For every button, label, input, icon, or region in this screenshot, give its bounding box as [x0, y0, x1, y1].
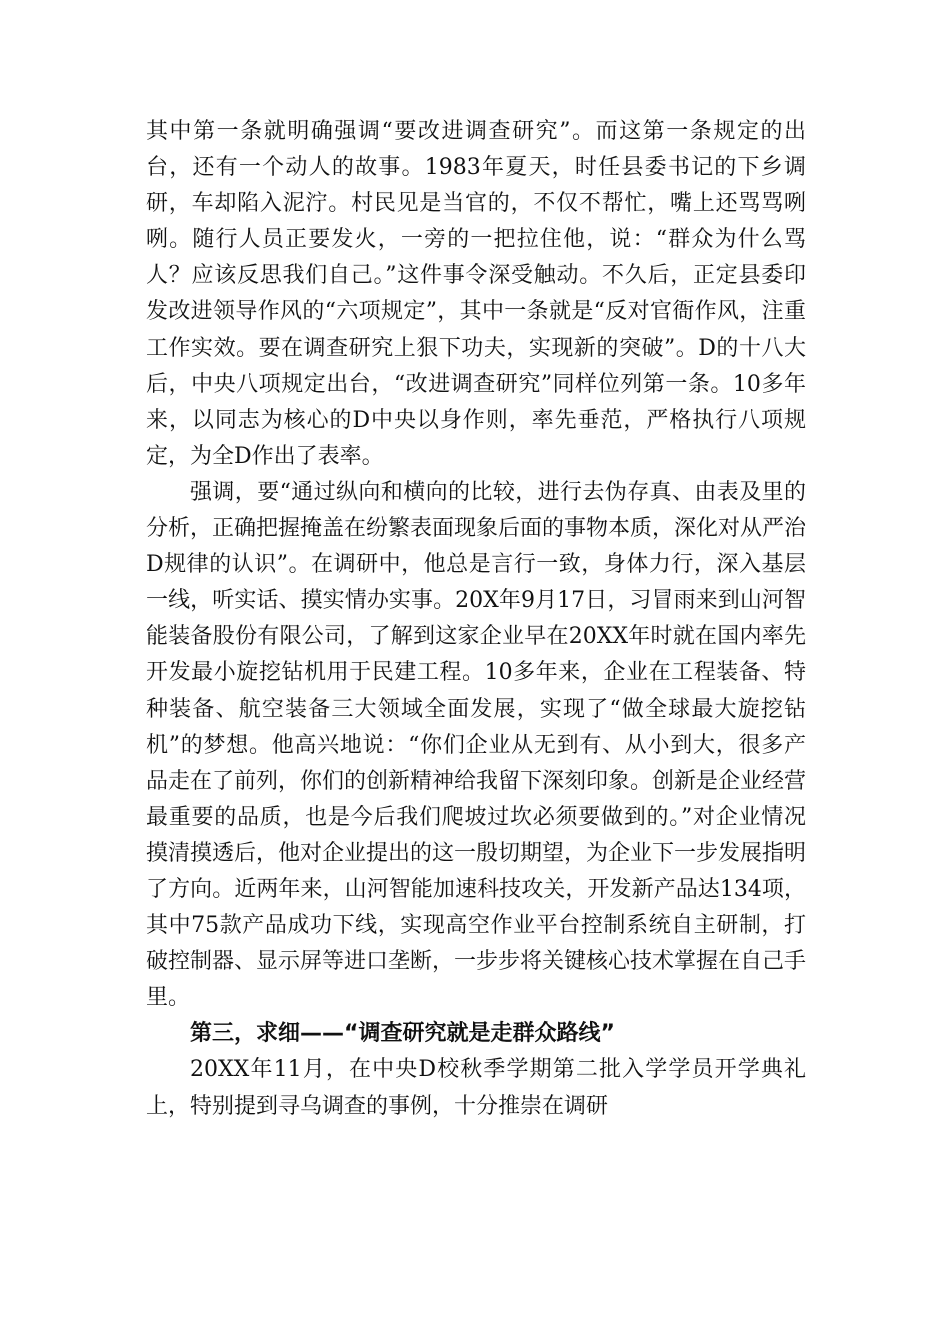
paragraph-3: 20XX年11月，在中央D校秋季学期第二批入学学员开学典礼上，特别提到寻乌调查的事例，十分推崇在调研 — [146, 1057, 806, 1119]
paragraph-1: 其中第一条就明确强调“要改进调查研究”。而这第一条规定的出台，还有一个动人的故事。1983年夏天，时任县委书记的下乡调研，车却陷入泥泞。村民见是当官的，不仅不帮忙，嘴上还骂骂咧咧。随行人员正要发火，一旁的一把拉住他，说：“群众为什么骂人？应该反思我们自己。”这件事令深受触动。不久后，正定县委印发改进领导作风的“六项规定”，其中一条就是“反对官衙作风，注重工作实效。要在调查研究上狠下功夫，实现新的突破”。D的十八大后，中央八项规定出台，“改进调查研究”同样位列第一条。10多年来，以同志为核心的D中央以身作则，率先垂范，严格执行八项规定，为全D作出了表率。 — [146, 119, 806, 469]
document-body — [146, 114, 806, 1125]
section-heading: 第三，求细——“调查研究就是走群众路线” — [190, 1021, 615, 1047]
paragraph-2: 强调，要“通过纵向和横向的比较，进行去伪存真、由表及里的分析，正确把握掩盖在纷繁表面现象后面的事物本质，深化对从严治D规律的认识”。在调研中，他总是言行一致，身体力行，深入基层一线，听实话、摸实情办实事。20X年9月17日，习冒雨来到山河智能装备股份有限公司，了解到这家企业早在20XX年时就在国内率先开发最小旋挖钻机用于民建工程。10多年来，企业在工程装备、特种装备、航空装备三大领域全面发展，实现了“做全球最大旋挖钻机”的梦想。他高兴地说：“你们企业从无到有、从小到大，很多产品走在了前列，你们的创新精神给我留下深刻印象。创新是企业经营最重要的品质，也是今后我们爬坡过坎必须要做到的。”对企业情况摸清摸透后，他对企业提出的这一殷切期望，为企业下一步发展指明了方向。近两年来，山河智能加速科技攻关，开发新产品达134项，其中75款产品成功下线，实现高空作业平台控制系统自主研制，打破控制器、显示屏等进口垄断，一步步将关键核心技术掌握在自己手里。 — [146, 479, 807, 1011]
